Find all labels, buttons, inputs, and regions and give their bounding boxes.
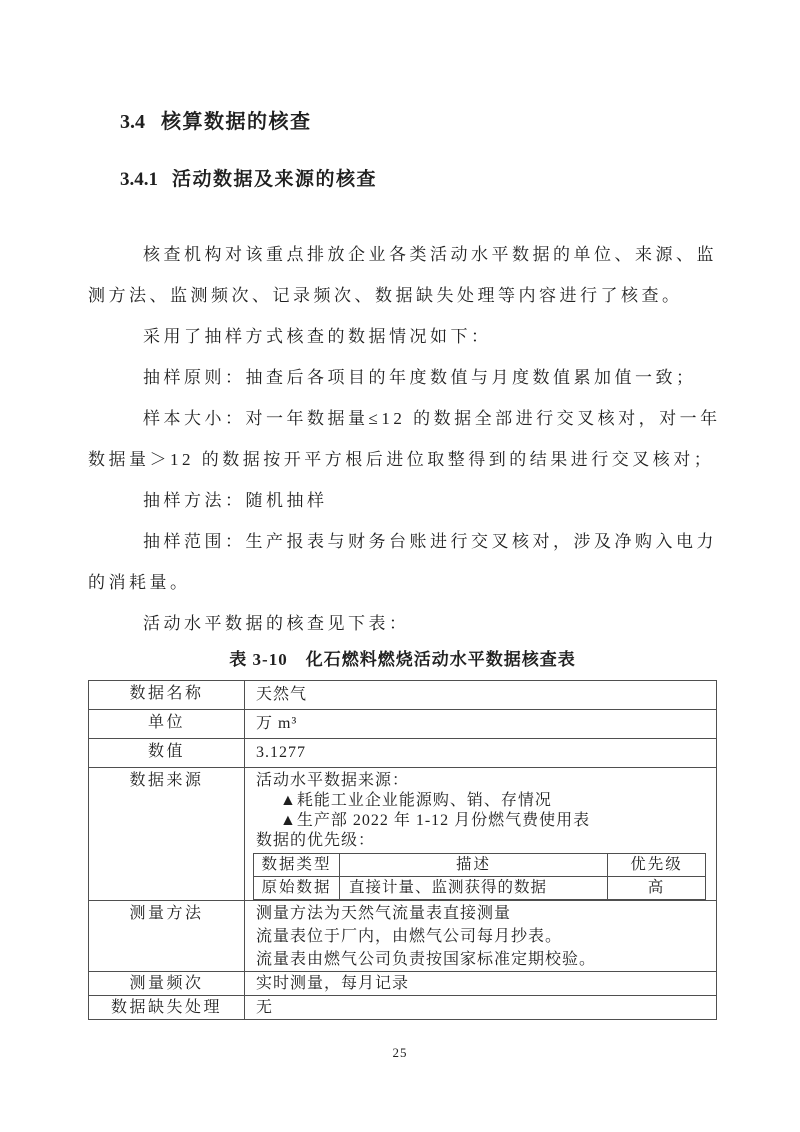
- body-line: 数据量＞12 的数据按开平方根后进位取整得到的结果进行交叉核对；: [88, 450, 715, 469]
- table-row-measurement-frequency: [89, 972, 717, 996]
- table-row-unit: [89, 710, 717, 739]
- table-caption: 表 3-10 化石燃料燃烧活动水平数据核查表: [229, 650, 576, 669]
- section-number: 3.4: [120, 111, 145, 133]
- body-line: 样本大小：对一年数据量≤12 的数据全部进行交叉核对，对一年: [143, 409, 721, 428]
- subsection-heading: [120, 168, 717, 192]
- data-source-line: 活动水平数据来源：: [256, 772, 410, 789]
- subsection-title: 活动数据及来源的核查: [172, 169, 378, 190]
- priority-table-data-row: [254, 877, 706, 900]
- row-value: 无: [256, 999, 274, 1016]
- priority-table-header-row: [254, 854, 706, 877]
- priority-header-priority: 优先级: [608, 854, 706, 877]
- subsection-number: 3.4.1: [120, 169, 158, 190]
- row-label: 数据名称: [129, 685, 204, 702]
- activity-data-verification-table: [88, 680, 717, 1020]
- row-label: 单位: [147, 714, 185, 731]
- row-value: 天然气: [256, 686, 308, 703]
- table-row-data-name: [89, 681, 717, 710]
- body-line: 采用了抽样方式核查的数据情况如下：: [143, 327, 492, 346]
- body-text: [88, 234, 721, 644]
- row-label: 数值: [147, 743, 185, 760]
- section-heading: [120, 110, 717, 134]
- body-line: 的消耗量。: [88, 573, 191, 592]
- data-priority-table: [253, 853, 706, 900]
- body-line: 测方法、监测频次、记录频次、数据缺失处理等内容进行了核查。: [88, 286, 683, 305]
- row-label: 数据来源: [129, 772, 204, 789]
- priority-cell-desc: 直接计量、监测获得的数据: [340, 877, 608, 900]
- row-value: 实时测量，每月记录: [256, 975, 410, 992]
- priority-cell-priority: 高: [608, 877, 706, 900]
- method-line: 流量表由燃气公司负责按国家标准定期校验。: [256, 951, 597, 968]
- priority-cell-type: 原始数据: [254, 877, 340, 900]
- table-row-value: [89, 739, 717, 768]
- row-value: 3.1277: [256, 744, 306, 761]
- table-row-measurement-method: [89, 901, 717, 972]
- data-source-line: 数据的优先级：: [256, 832, 376, 849]
- data-source-bullet-line: ▲生产部 2022 年 1-12 月份燃气费使用表: [280, 812, 591, 829]
- row-label: 数据缺失处理: [110, 999, 222, 1016]
- body-line: 抽样方法：随机抽样: [143, 491, 328, 510]
- method-line: 流量表位于厂内，由燃气公司每月抄表。: [256, 928, 563, 945]
- body-line: 活动水平数据的核查见下表：: [143, 614, 410, 633]
- body-line: 抽样范围：生产报表与财务台账进行交叉核对，涉及净购入电力: [143, 532, 717, 551]
- row-label: 测量方法: [129, 905, 204, 922]
- page-content: [88, 0, 721, 1020]
- data-source-bullet-line: ▲耗能工业企业能源购、销、存情况: [280, 792, 552, 809]
- section-title: 核算数据的核查: [161, 111, 312, 133]
- table-row-missing-data-handling: [89, 996, 717, 1020]
- row-label: 测量频次: [129, 975, 204, 992]
- table-row-data-source: [89, 768, 717, 901]
- method-line: 测量方法为天然气流量表直接测量: [256, 905, 512, 922]
- body-line: 抽样原则：抽查后各项目的年度数值与月度数值累加值一致；: [143, 368, 697, 387]
- row-value: 万 m³: [256, 715, 298, 732]
- priority-header-desc: 描述: [340, 854, 608, 877]
- priority-header-type: 数据类型: [254, 854, 340, 877]
- body-line: 核查机构对该重点排放企业各类活动水平数据的单位、来源、监: [143, 245, 717, 264]
- page-number: 25: [392, 1045, 408, 1060]
